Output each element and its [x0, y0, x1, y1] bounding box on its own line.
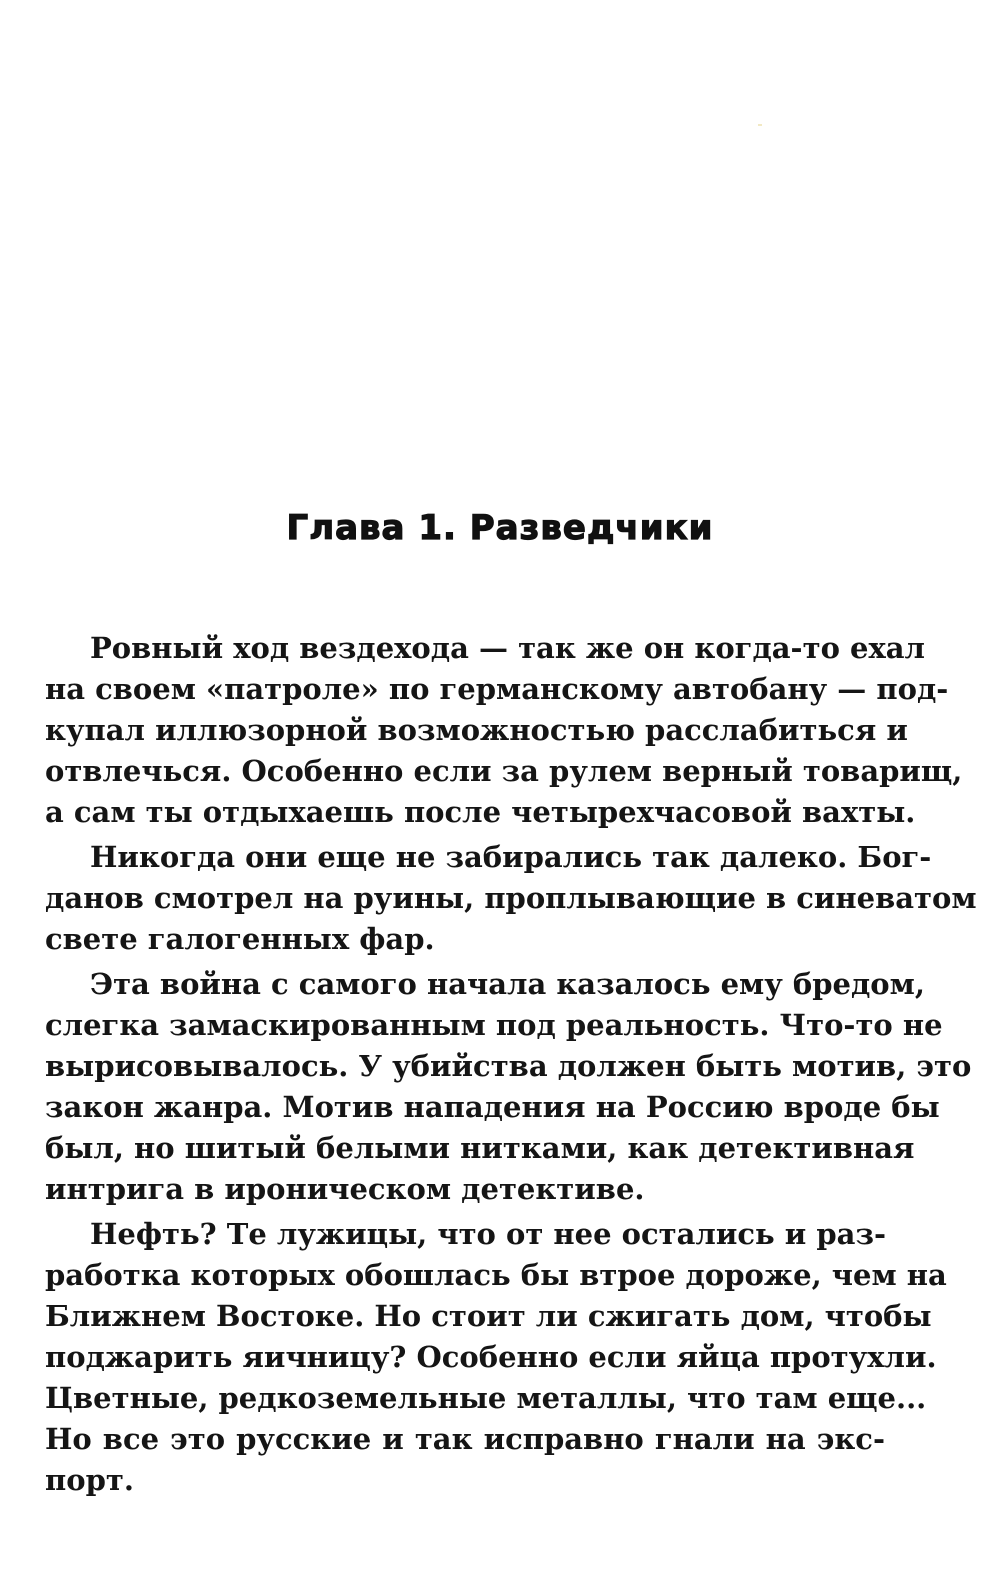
text-line: закон жанра. Мотив нападения на Россию вроде бы	[45, 1090, 940, 1124]
paragraph-3	[45, 964, 972, 1210]
text-line: Но все это русские и так исправно гнали на экс-	[45, 1422, 885, 1456]
text-line: Ближнем Востоке. Но стоит ли сжигать дом, чтобы	[45, 1299, 932, 1333]
text-line: был, но шитый белыми нитками, как детективная	[45, 1131, 915, 1165]
text-line: Эта война с самого начала казалось ему бредом,	[90, 967, 925, 1001]
text-line: порт.	[45, 1463, 134, 1497]
chapter-body	[45, 628, 977, 1505]
text-line: Цветные, редкоземельные металлы, что там еще...	[45, 1381, 927, 1415]
text-line: слегка замаскированным под реальность. Что-то не	[45, 1008, 943, 1042]
text-line: Никогда они еще не забирались так далеко. Бог-	[90, 840, 932, 874]
text-line: интрига в ироническом детективе.	[45, 1172, 645, 1206]
paragraph-4	[45, 1214, 947, 1501]
text-line: а сам ты отдыхаешь после четырехчасовой вахты.	[45, 795, 916, 829]
text-line: Ровный ход вездехода — так же он когда-то ехал	[90, 631, 925, 665]
print-speck	[758, 124, 762, 126]
text-line: купал иллюзорной возможностью расслабиться и	[45, 713, 908, 747]
paragraph-2	[45, 837, 977, 960]
text-line: данов смотрел на руины, проплывающие в синеватом	[45, 881, 977, 915]
paragraph-1	[45, 628, 963, 833]
text-line: вырисовывалось. У убийства должен быть мотив, это	[45, 1049, 972, 1083]
text-line: работка которых обошлась бы втрое дороже, чем на	[45, 1258, 947, 1292]
chapter-title: Глава 1. Разведчики	[286, 508, 714, 548]
text-line: Нефть? Те лужицы, что от нее остались и раз-	[90, 1217, 886, 1251]
text-line: на своем «патроле» по германскому автобану — под-	[45, 672, 949, 706]
text-line: свете галогенных фар.	[45, 922, 435, 956]
text-line: поджарить яичницу? Особенно если яйца протухли.	[45, 1340, 937, 1374]
text-line: отвлечься. Особенно если за рулем верный товарищ,	[45, 754, 963, 788]
